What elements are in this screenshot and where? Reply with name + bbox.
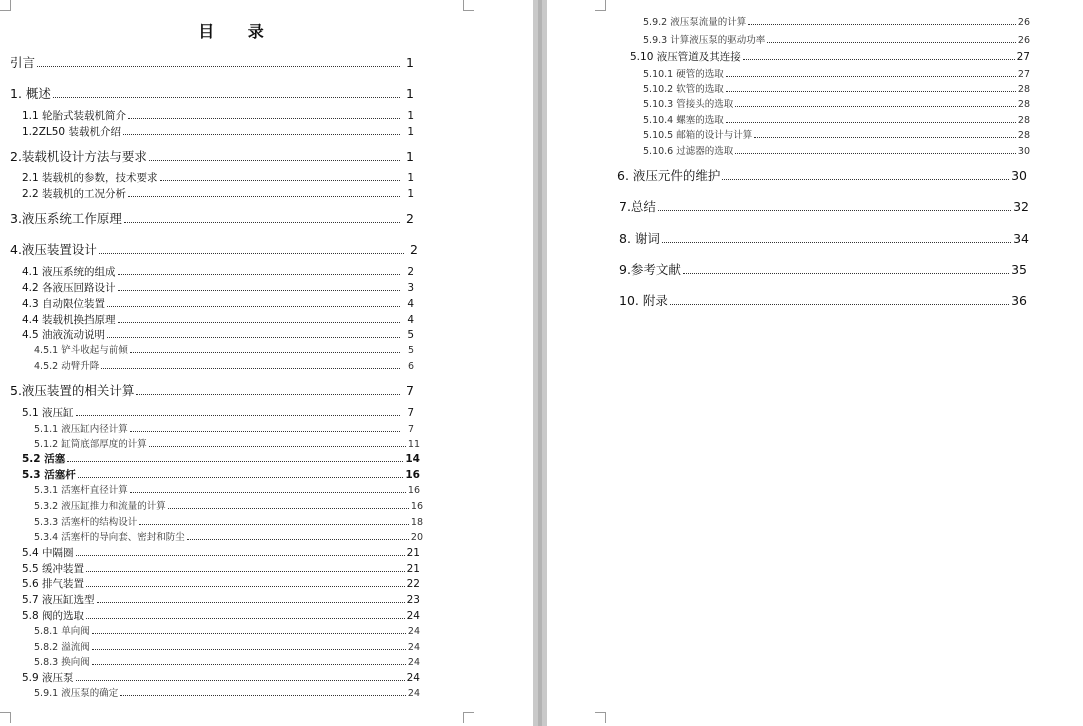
toc-entry[interactable]	[643, 127, 1030, 141]
toc-dot-leader	[124, 222, 400, 223]
toc-entry-label: 5.1.2 缸筒底部厚度的计算	[34, 439, 147, 450]
toc-page-number: 28	[1017, 130, 1030, 141]
toc-entry-label: 5.3 活塞杆	[22, 469, 76, 481]
toc-entry[interactable]	[10, 53, 414, 71]
toc-dot-leader	[149, 160, 400, 161]
toc-dot-leader	[118, 322, 400, 323]
toc-entry-label: 2.2 装载机的工况分析	[22, 188, 127, 200]
toc-dot-leader	[53, 97, 400, 98]
toc-entry[interactable]	[34, 436, 420, 450]
toc-page-number: 28	[1017, 84, 1030, 95]
toc-page-number: 2	[410, 242, 418, 257]
toc-entry[interactable]	[22, 405, 414, 420]
toc-page-number: 24	[407, 626, 420, 637]
crop-mark	[0, 0, 11, 11]
toc-page-number: 21	[406, 547, 420, 559]
toc-entry-label: 5.8.3 换向阀	[34, 657, 90, 668]
toc-entry-label: 5.3.2 液压缸推力和流量的计算	[34, 501, 166, 512]
toc-dot-leader	[107, 306, 400, 307]
toc-page-number: 1	[407, 188, 414, 200]
toc-entry-label: 5.4 中隔圈	[22, 547, 74, 559]
toc-entry-label: 4.2 各液压回路设计	[22, 282, 116, 294]
crop-mark	[0, 712, 11, 723]
toc-entry[interactable]	[22, 124, 414, 139]
toc-dot-leader	[86, 618, 405, 619]
toc-dot-leader	[92, 664, 406, 665]
toc-page-number: 30	[1011, 168, 1027, 183]
toc-dot-leader	[726, 76, 1016, 77]
toc-entry[interactable]	[619, 260, 1027, 278]
toc-page-number: 1	[407, 172, 414, 184]
toc-entry[interactable]	[22, 186, 414, 201]
toc-entry-label: 5.8.2 溢流阀	[34, 642, 90, 653]
toc-dot-leader	[754, 137, 1016, 138]
toc-entry[interactable]	[10, 209, 414, 227]
toc-page-number: 23	[406, 594, 420, 606]
toc-entry[interactable]	[643, 81, 1030, 95]
toc-page-number: 16	[405, 469, 420, 481]
toc-entry-label: 3.液压系统工作原理	[10, 211, 122, 226]
toc-dot-leader	[78, 477, 404, 478]
toc-page-number: 34	[1013, 231, 1029, 246]
toc-dot-leader	[76, 680, 405, 681]
toc-dot-leader	[130, 492, 406, 493]
toc-entry[interactable]	[34, 358, 414, 372]
toc-dot-leader	[86, 571, 405, 572]
toc-entry[interactable]	[643, 143, 1030, 157]
toc-entry[interactable]	[22, 670, 420, 685]
toc-dot-leader	[683, 273, 1009, 274]
toc-page-number: 30	[1017, 146, 1030, 157]
toc-entry-label: 5.9.1 液压泵的确定	[34, 688, 119, 699]
toc-entry-label: 4.液压装置设计	[10, 242, 97, 257]
toc-page-number: 2	[407, 266, 414, 278]
toc-entry[interactable]	[22, 467, 420, 482]
toc-entry-label: 5.10 液压管道及其连接	[630, 51, 741, 63]
toc-entry[interactable]	[619, 291, 1027, 309]
toc-page-number: 27	[1016, 51, 1030, 63]
toc-entry-label: 1.2ZL50 装载机介绍	[22, 126, 121, 138]
crop-mark	[595, 712, 606, 723]
toc-dot-leader	[97, 602, 405, 603]
toc-dot-leader	[99, 253, 404, 254]
toc-entry-label: 4.5 油液流动说明	[22, 329, 106, 341]
page-gutter	[533, 0, 547, 726]
toc-page-number: 24	[407, 688, 420, 699]
toc-entry-label: 引言	[10, 55, 36, 70]
crop-mark	[463, 712, 474, 723]
toc-entry-label: 9.参考文献	[619, 262, 681, 277]
toc-page-number: 7	[407, 424, 414, 435]
toc-entry[interactable]	[643, 14, 1030, 28]
toc-dot-leader	[658, 210, 1011, 211]
toc-entry[interactable]	[22, 592, 420, 607]
toc-entry-label: 5.10.6 过滤器的选取	[643, 146, 734, 157]
toc-page-number: 22	[406, 578, 420, 590]
toc-dot-leader	[76, 555, 405, 556]
toc-entry[interactable]	[22, 451, 420, 466]
toc-entry[interactable]	[22, 608, 420, 623]
toc-entry[interactable]	[22, 312, 414, 327]
toc-entry[interactable]	[619, 229, 1029, 247]
toc-entry[interactable]	[34, 482, 420, 496]
toc-dot-leader	[130, 352, 400, 353]
toc-entry[interactable]	[10, 147, 414, 165]
toc-dot-leader	[168, 508, 409, 509]
toc-entry-label: 5.9 液压泵	[22, 672, 74, 684]
toc-entry[interactable]	[630, 49, 1030, 64]
toc-dot-leader	[767, 42, 1016, 43]
toc-dot-leader	[118, 290, 400, 291]
toc-entry[interactable]	[22, 108, 414, 123]
toc-entry[interactable]	[22, 545, 420, 560]
toc-dot-leader	[726, 91, 1016, 92]
toc-dot-leader	[160, 180, 400, 181]
toc-page-number: 14	[405, 453, 420, 465]
toc-entry[interactable]	[22, 170, 414, 185]
toc-entry-label: 5.10.3 管接头的选取	[643, 99, 734, 110]
toc-entry[interactable]	[643, 96, 1030, 110]
toc-dot-leader	[670, 304, 1009, 305]
toc-page-number: 5	[407, 329, 414, 341]
toc-page-number: 26	[1017, 17, 1030, 28]
toc-page-number: 16	[407, 485, 420, 496]
toc-entry-label: 5.9.3 计算液压泵的驱动功率	[643, 35, 766, 46]
toc-entry-label: 5.液压装置的相关计算	[10, 383, 135, 398]
toc-dot-leader	[76, 415, 400, 416]
toc-entry[interactable]	[10, 84, 414, 102]
toc-dot-leader	[726, 122, 1016, 123]
toc-entry-label: 5.6 排气装置	[22, 578, 85, 590]
toc-entry[interactable]	[22, 327, 414, 342]
toc-entry[interactable]	[34, 639, 420, 653]
toc-entry[interactable]	[22, 264, 414, 279]
toc-entry-label: 4.5.2 动臂升降	[34, 361, 100, 372]
toc-entry-label: 5.10.4 螺塞的选取	[643, 115, 724, 126]
toc-entry-label: 4.3 自动限位装置	[22, 298, 106, 310]
toc-entry-label: 5.3.4 活塞杆的导向套、密封和防尘	[34, 532, 185, 543]
toc-dot-leader	[101, 368, 400, 369]
document-page-left	[0, 0, 533, 726]
toc-dot-leader	[735, 106, 1016, 107]
toc-dot-leader	[123, 134, 400, 135]
toc-page-number: 24	[407, 642, 420, 653]
toc-dot-leader	[149, 446, 406, 447]
toc-page-number: 32	[1013, 199, 1029, 214]
toc-page-number: 3	[407, 282, 414, 294]
toc-entry[interactable]	[643, 66, 1030, 80]
toc-page-number: 1	[407, 126, 414, 138]
toc-dot-leader	[743, 59, 1015, 60]
toc-entry[interactable]	[34, 342, 414, 356]
toc-entry[interactable]	[34, 529, 423, 543]
toc-dot-leader	[128, 196, 400, 197]
toc-page-number: 20	[410, 532, 423, 543]
toc-entry[interactable]	[619, 197, 1029, 215]
toc-page-number: 21	[406, 563, 420, 575]
toc-dot-leader	[130, 431, 400, 432]
toc-entry-label: 5.1.1 液压缸内径计算	[34, 424, 128, 435]
toc-dot-leader	[735, 153, 1016, 154]
toc-dot-leader	[722, 179, 1009, 180]
toc-dot-leader	[662, 242, 1011, 243]
toc-entry-label: 5.9.2 液压泵流量的计算	[643, 17, 747, 28]
toc-page-number: 4	[407, 298, 414, 310]
toc-page-number: 24	[407, 657, 420, 668]
toc-dot-leader	[118, 274, 400, 275]
toc-entry-label: 6. 液压元件的维护	[617, 168, 721, 183]
toc-entry-label: 8. 谢词	[619, 231, 660, 246]
toc-entry-label: 2.1 装载机的参数，技术要求	[22, 172, 158, 184]
toc-page-number: 1	[406, 86, 414, 101]
toc-dot-leader	[92, 649, 406, 650]
toc-entry-label: 10. 附录	[619, 293, 668, 308]
toc-entry-label: 7.总结	[619, 199, 656, 214]
toc-entry[interactable]	[10, 240, 418, 258]
toc-entry[interactable]	[22, 576, 420, 591]
toc-entry-label: 5.3.3 活塞杆的结构设计	[34, 517, 138, 528]
toc-page-number: 1	[406, 149, 414, 164]
toc-page-number: 1	[407, 110, 414, 122]
toc-dot-leader	[92, 633, 406, 634]
toc-entry-label: 4.4 装载机换挡原理	[22, 314, 116, 326]
toc-dot-leader	[139, 524, 409, 525]
toc-entry-label: 5.8.1 单向阀	[34, 626, 90, 637]
crop-mark	[595, 0, 606, 11]
toc-entry-label: 4.1 液压系统的组成	[22, 266, 116, 278]
toc-entry[interactable]	[643, 32, 1030, 46]
crop-mark	[463, 0, 474, 11]
toc-page-number: 27	[1017, 69, 1030, 80]
toc-entry-label: 4.5.1 铲斗收起与前倾	[34, 345, 128, 356]
toc-entry-label: 5.7 液压缸选型	[22, 594, 95, 606]
toc-dot-leader	[107, 337, 400, 338]
toc-entry[interactable]	[34, 654, 420, 668]
toc-page-number: 7	[406, 383, 414, 398]
toc-dot-leader	[120, 695, 406, 696]
toc-dot-leader	[128, 118, 400, 119]
toc-dot-leader	[37, 66, 400, 67]
toc-entry-label: 5.10.5 邮箱的设计与计算	[643, 130, 753, 141]
toc-entry[interactable]	[22, 280, 414, 295]
toc-entry-label: 1. 概述	[10, 86, 51, 101]
toc-dot-leader	[136, 394, 400, 395]
toc-dot-leader	[748, 24, 1016, 25]
toc-entry-label: 5.10.2 软管的选取	[643, 84, 724, 95]
toc-dot-leader	[67, 461, 403, 462]
toc-page-number: 5	[407, 345, 414, 356]
toc-page-number: 24	[406, 610, 420, 622]
toc-page-number: 4	[407, 314, 414, 326]
toc-page-number: 26	[1017, 35, 1030, 46]
toc-entry-label: 1.1 轮胎式装载机简介	[22, 110, 127, 122]
toc-entry[interactable]	[10, 381, 414, 399]
toc-page-number: 35	[1011, 262, 1027, 277]
toc-page-number: 36	[1011, 293, 1027, 308]
toc-entry[interactable]	[34, 514, 423, 528]
toc-entry[interactable]	[34, 623, 420, 637]
toc-entry-label: 5.5 缓冲装置	[22, 563, 85, 575]
toc-page-number: 24	[406, 672, 420, 684]
toc-page-number: 28	[1017, 115, 1030, 126]
toc-page-number: 11	[407, 439, 420, 450]
toc-entry[interactable]	[34, 421, 414, 435]
document-page-right	[547, 0, 1083, 726]
toc-dot-leader	[187, 539, 409, 540]
toc-entry[interactable]	[617, 166, 1027, 184]
toc-page-number: 6	[407, 361, 414, 372]
toc-entry[interactable]	[34, 685, 420, 699]
toc-entry-label: 5.10.1 硬管的选取	[643, 69, 724, 80]
toc-page-number: 18	[410, 517, 423, 528]
toc-entry-label: 5.3.1 活塞杆直径计算	[34, 485, 128, 496]
toc-page-number: 28	[1017, 99, 1030, 110]
toc-entry-label: 5.2 活塞	[22, 453, 66, 465]
toc-entry-label: 5.8 阀的选取	[22, 610, 85, 622]
toc-entry-label: 5.1 液压缸	[22, 407, 74, 419]
toc-entry[interactable]	[22, 296, 414, 311]
toc-title: 目 录	[198, 22, 278, 41]
toc-entry-label: 2.装载机设计方法与要求	[10, 149, 147, 164]
toc-dot-leader	[86, 586, 405, 587]
toc-page-number: 2	[406, 211, 414, 226]
toc-entry[interactable]	[34, 498, 423, 512]
toc-entry[interactable]	[643, 112, 1030, 126]
toc-entry[interactable]	[22, 561, 420, 576]
toc-page-number: 7	[407, 407, 414, 419]
toc-page-number: 1	[406, 55, 414, 70]
toc-page-number: 16	[410, 501, 423, 512]
